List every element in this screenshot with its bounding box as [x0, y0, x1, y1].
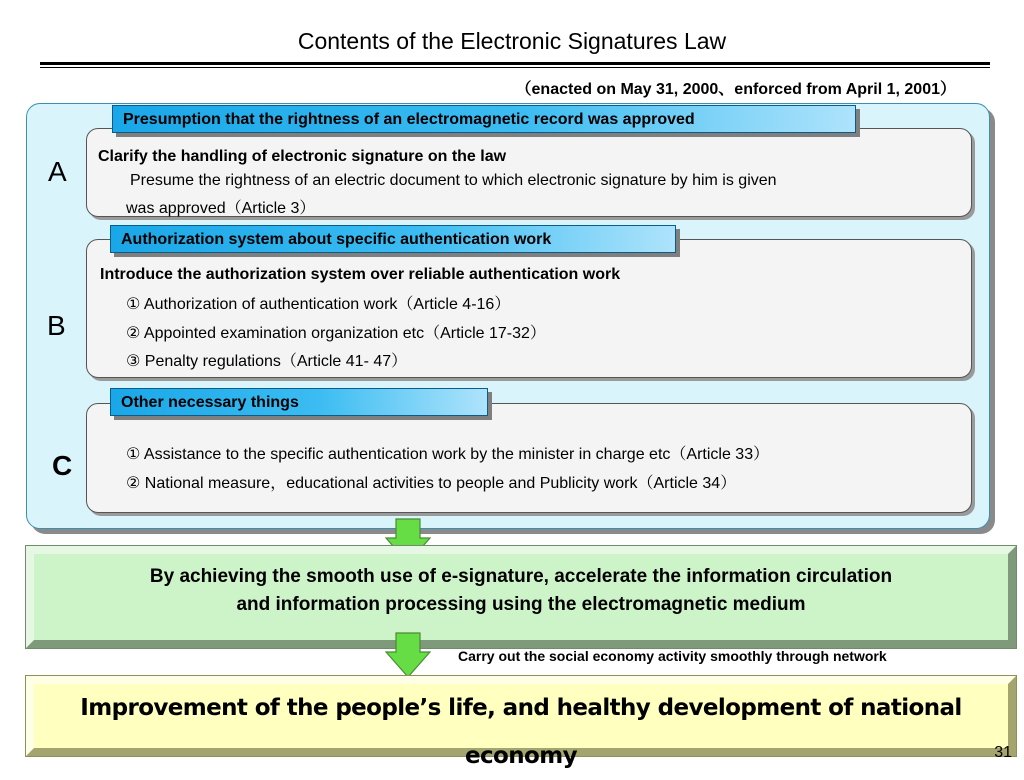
page-number: 31 [994, 744, 1012, 761]
section-b-header: Authorization system about specific authentication work [110, 225, 676, 253]
section-c-item-1: ① Assistance to the specific authentication work by the minister in charge etc（Article 33） [126, 446, 770, 463]
title-rule-thin [40, 67, 990, 68]
section-a-lead: Clarify the handling of electronic signature on the law [98, 148, 507, 165]
network-caption: Carry out the social economy activity smoothly through network [458, 648, 887, 664]
section-a-letter: A [48, 156, 67, 187]
final-outcome-text: Improvement of the people’s life, and healthy development of national economy [34, 684, 1008, 748]
section-a-line-2: was approved（Article 3） [126, 200, 316, 217]
result-line-1: By achieving the smooth use of e-signature, accelerate the information circulation [149, 566, 893, 587]
section-c-letter: C [52, 450, 73, 481]
section-b-item-2: ② Appointed examination organization etc（Article 17-32） [126, 325, 546, 342]
final-outcome-box [26, 676, 1016, 769]
section-b-lead: Introduce the authorization system over reliable authentication work [100, 266, 621, 283]
section-b-item-1: ① Authorization of authentication work（Article 4-16） [126, 296, 511, 313]
section-b-letter: B [47, 310, 66, 341]
result-line-2: and information processing using the electromagnetic medium [236, 594, 806, 615]
result-box [26, 546, 1016, 648]
enactment-dates: （enacted on May 31, 2000、enforced from April 1, 2001） [515, 81, 956, 98]
section-c-header: Other necessary things [110, 388, 488, 416]
title-rule-thick [40, 62, 990, 65]
slide-title: Contents of the Electronic Signatures Law [297, 28, 727, 54]
down-arrow-icon [385, 632, 431, 678]
section-c-item-2: ② National measure，educational activities to people and Publicity work（Article 34） [126, 475, 737, 492]
section-a-header: Presumption that the rightness of an electromagnetic record was approved [112, 105, 856, 133]
section-a-line-1: Presume the rightness of an electric document to which electronic signature by him is given [130, 172, 777, 189]
section-b-item-3: ③ Penalty regulations（Article 41- 47） [126, 353, 408, 370]
